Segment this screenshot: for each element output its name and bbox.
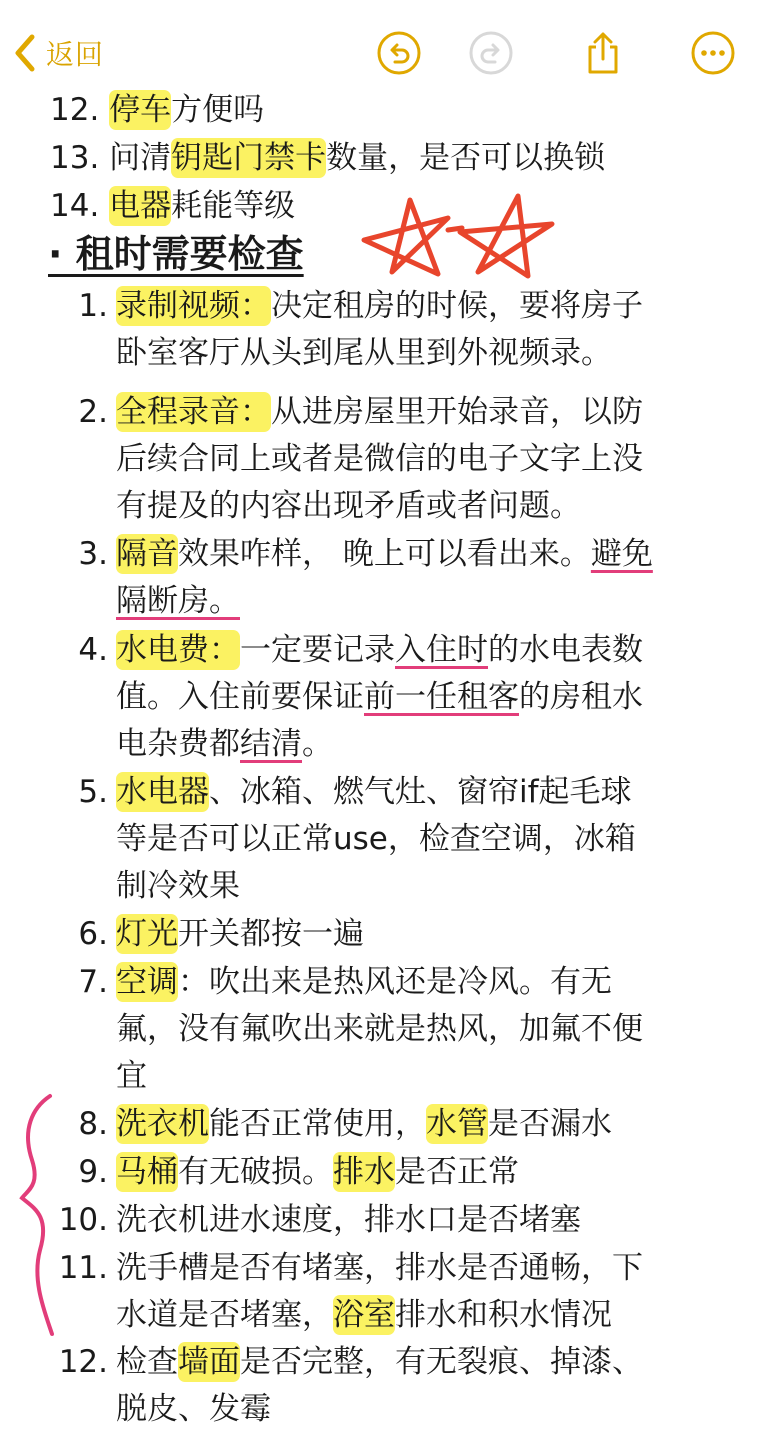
item-text: 后续合同上或者是微信的电子文字上没 [116, 441, 643, 477]
red-stars-drawing [350, 188, 570, 284]
checklist-line [78, 1152, 519, 1192]
highlighted-text: 墙面 [178, 1344, 240, 1380]
item-text: 、冰箱、燃气灶、窗帘if起毛球 [209, 774, 632, 810]
item-number: 12. [58, 1344, 108, 1380]
checklist-line [78, 286, 643, 326]
checklist-line [116, 1009, 643, 1049]
item-number: 9. [78, 1154, 108, 1190]
checklist-line [58, 1200, 581, 1240]
highlighted-text: 水管 [426, 1106, 488, 1142]
checklist-line [58, 1248, 643, 1288]
top-list-item [50, 90, 264, 130]
item-text: 卧室客厅从头到尾从里到外视频录。 [116, 335, 612, 371]
checklist-line [78, 392, 643, 432]
underlined-text: 避免 [590, 536, 653, 572]
item-number: 6. [78, 916, 108, 952]
underlined-text: 前一任租客 [364, 679, 519, 715]
top-list-item [50, 138, 605, 178]
back-label: 返回 [46, 38, 105, 71]
item-number: 8. [78, 1106, 108, 1142]
highlighted-text: 排水 [333, 1154, 395, 1190]
checklist-line [78, 1104, 612, 1144]
item-text: 决定租房的时候，要将房子 [271, 288, 643, 324]
item-text: 问清 [109, 140, 172, 176]
checklist-line [116, 677, 643, 717]
item-text: 检查 [116, 1344, 178, 1380]
underlined-text: 结清 [240, 726, 302, 762]
item-number: 3. [78, 536, 108, 572]
item-text: 效果咋样， 晚上可以看出来。 [178, 536, 591, 572]
item-text: 有无破损。 [178, 1154, 333, 1190]
item-text: 耗能等级 [171, 188, 296, 224]
item-text: 。 [302, 726, 333, 762]
item-text: 是否正常 [395, 1154, 519, 1190]
item-text: 值。入住前要保证 [116, 679, 364, 715]
highlighted-text: 水电费： [116, 632, 240, 668]
item-text: ：吹出来是热风还是冷风。有无 [178, 964, 612, 1000]
item-text: 有提及的内容出现矛盾或者问题。 [116, 488, 581, 524]
underlined-text: 入住时 [395, 632, 488, 668]
checklist-line [116, 819, 636, 859]
item-number: 7. [78, 964, 108, 1000]
item-number: 11. [58, 1250, 108, 1286]
item-text: 方便吗 [171, 92, 265, 128]
pink-bracket-drawing [10, 1090, 60, 1340]
checklist-line [116, 1389, 271, 1429]
item-text: 开关都按一遍 [178, 916, 364, 952]
highlighted-text: 停车 [109, 92, 172, 128]
item-number: 2. [78, 394, 108, 430]
highlighted-text: 全程录音： [116, 394, 271, 430]
checklist-line [78, 630, 643, 670]
item-text: 排水和积水情况 [395, 1297, 612, 1333]
highlighted-text: 马桶 [116, 1154, 178, 1190]
item-text: 电杂费都 [116, 726, 240, 762]
highlighted-text: 浴室 [333, 1297, 395, 1333]
item-text: 洗衣机进水速度，排水口是否堵塞 [116, 1202, 581, 1238]
highlighted-text: 灯光 [116, 916, 178, 952]
section-title: · 租时需要检查 [48, 232, 304, 276]
checklist-line [116, 439, 643, 479]
item-text: 能否正常使用， [209, 1106, 426, 1142]
item-number: 1. [78, 288, 108, 324]
highlighted-text: 钥匙门禁卡 [171, 140, 327, 176]
item-text: 氟，没有氟吹出来就是热风，加氟不便 [116, 1011, 643, 1047]
top-list-item [50, 186, 295, 226]
item-number: 5. [78, 774, 108, 810]
highlighted-text: 空调 [116, 964, 178, 1000]
item-text: 等是否可以正常use，检查空调，冰箱 [116, 821, 636, 857]
item-number: 13. [50, 140, 100, 176]
item-number: 14. [50, 188, 100, 224]
checklist-line [78, 962, 612, 1002]
item-text: 的房租水 [519, 679, 643, 715]
highlighted-text: 水电器 [116, 774, 209, 810]
checklist-line [116, 866, 240, 906]
checklist-line [116, 486, 581, 526]
checklist-line [58, 1342, 643, 1382]
highlighted-text: 录制视频： [116, 288, 271, 324]
highlighted-text: 隔音 [116, 536, 178, 572]
item-text: 制冷效果 [116, 868, 240, 904]
item-text: 脱皮、发霉 [116, 1391, 271, 1427]
underlined-text: 隔断房。 [116, 583, 240, 619]
item-text: 的水电表数 [488, 632, 643, 668]
checklist-line [78, 534, 653, 574]
item-text: 宜 [116, 1058, 147, 1094]
item-number: 10. [58, 1202, 108, 1238]
item-text: 从进房屋里开始录音，以防 [271, 394, 643, 430]
highlighted-text: 电器 [109, 188, 172, 224]
checklist-line [116, 1056, 147, 1096]
item-text: 数量，是否可以换锁 [326, 140, 606, 176]
item-number: 12. [50, 92, 100, 128]
item-text: 是否完整，有无裂痕、掉漆、 [240, 1344, 643, 1380]
item-text: 水道是否堵塞， [116, 1297, 333, 1333]
checklist-line [116, 1295, 612, 1335]
checklist-line [116, 581, 240, 621]
highlighted-text: 洗衣机 [116, 1106, 209, 1142]
item-text: 一定要记录 [240, 632, 395, 668]
item-text: 洗手槽是否有堵塞，排水是否通畅，下 [116, 1250, 643, 1286]
checklist-line [116, 333, 612, 373]
checklist-line [78, 772, 632, 812]
checklist-line [78, 914, 364, 954]
checklist-line [116, 724, 333, 764]
item-text: 是否漏水 [488, 1106, 612, 1142]
item-number: 4. [78, 632, 108, 668]
